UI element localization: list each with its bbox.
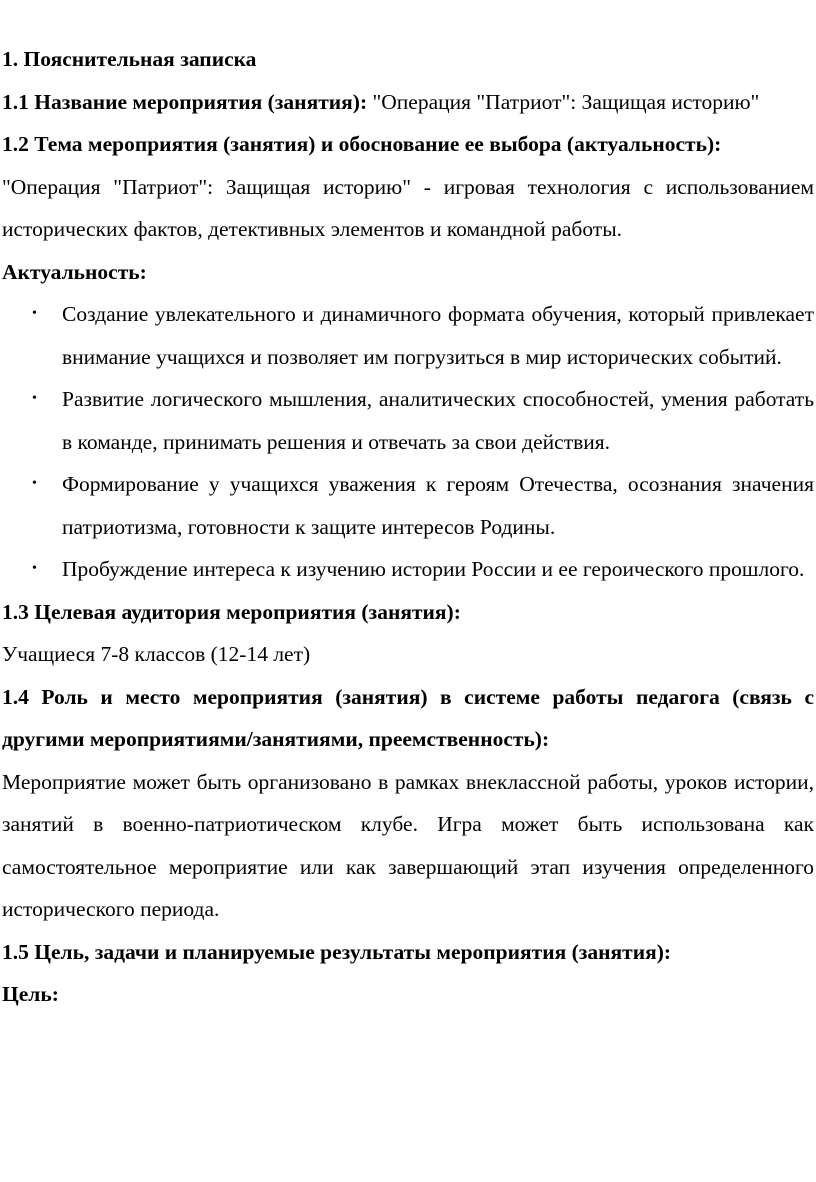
relevance-label: Актуальность: [2,259,147,284]
section-1-2-label: 1.2 Тема мероприятия (занятия) и обоснование ее выбора (актуальность): [2,132,722,156]
section-1-5-label: 1.5 Цель, задачи и планируемые результаты мероприятия (занятия): [2,939,672,964]
section-1-1-text: "Операция "Патриот": Защищая историю" [372,89,760,114]
list-item [2,293,814,378]
list-item [2,463,814,548]
section-1-4-text: Мероприятие может быть организовано в рамках внеклассной работы, уроков истории, занятий в военно-патриотическом клубе. Игра может быть использована как самостоятельное мероприятие или как завершающий этап изучения определенного исторического периода. [2,769,814,921]
list-item-text: Формирование у учащихся уважения к героям Отечества, осознания значения патриотизма, готовности к защите интересов Родины. [62,472,814,539]
section-1-1-label: 1.1 Название мероприятия (занятия): [2,89,368,114]
list-item-text: Развитие логического мышления, аналитических способностей, умения работать в команде, принимать решения и отвечать за свои действия. [62,387,814,454]
section-1-4-label: 1.4 Роль и место мероприятия (занятия) в системе работы педагога (связь с другими мероприятиями/занятиями, преемственность): [2,684,814,751]
section-1-3-label: 1.3 Целевая аудитория мероприятия (занятия): [2,599,461,624]
list-item [2,548,814,591]
relevance-list [2,293,814,591]
bullet-icon: • [32,306,37,321]
list-item-text: Создание увлекательного и динамичного формата обучения, который привлекает внимание учащихся и позволяет им погрузиться в мир исторических событий. [62,302,814,369]
bullet-icon: • [32,561,37,576]
bullet-icon: • [32,391,37,406]
bullet-icon: • [32,476,37,491]
section-1-3-text: Учащиеся 7-8 классов (12-14 лет) [2,642,311,666]
section-1-heading: 1. Пояснительная записка [2,47,257,71]
list-item-text: Пробуждение интереса к изучению истории России и ее героического прошлого. [62,557,805,581]
list-item [2,378,814,463]
goal-label: Цель: [2,982,59,1006]
section-1-2-text: "Операция "Патриот": Защищая историю" - игровая технология с использованием исторических фактов, детективных элементов и командной работы. [2,174,814,241]
section-1-1 [2,81,814,124]
